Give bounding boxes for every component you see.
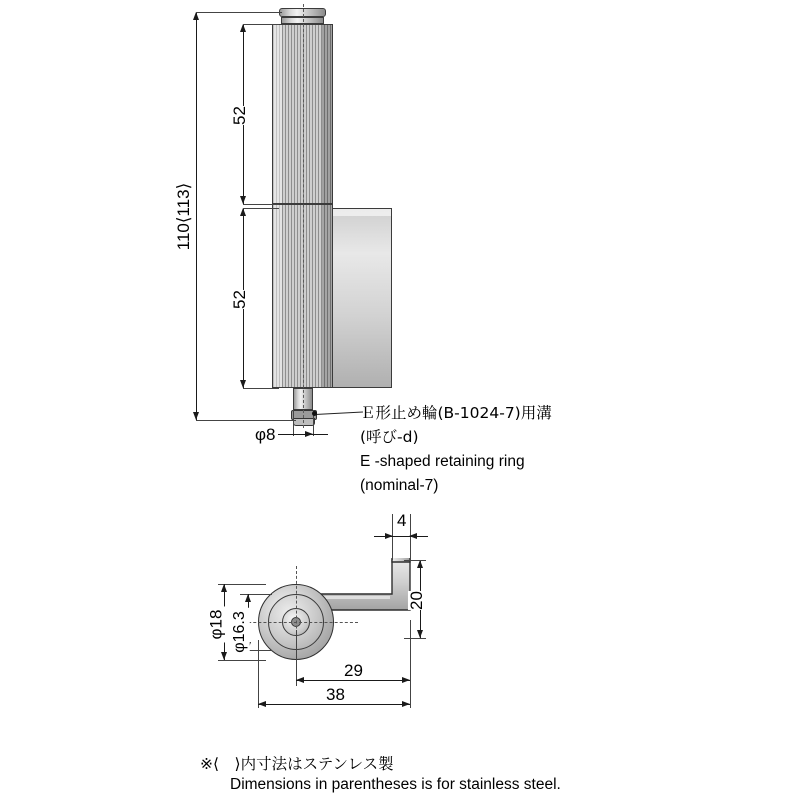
retaining-ring-callout-jp-line2: (呼び-d) <box>360 428 419 446</box>
lower-52-arrow-bottom <box>240 380 246 388</box>
thickness-arrow-left <box>409 533 417 539</box>
upper-52-top-extline <box>243 24 279 25</box>
phi18-arrow-top <box>221 584 227 592</box>
leg-height-arrow-bottom <box>417 630 423 638</box>
overall-height-label: 110⟨113⟩ <box>174 182 194 251</box>
dim38-extline-left <box>258 640 259 708</box>
dim38-arrow-left <box>258 701 266 707</box>
phi163-label: φ16.3 <box>230 608 250 656</box>
lower-52-top-extline <box>243 208 279 209</box>
weld-plate-top-edge <box>333 209 391 216</box>
dim29-arrow-left <box>296 677 304 683</box>
lower-barrel-highlight <box>273 205 282 387</box>
dim29-label: 29 <box>340 662 367 679</box>
leg-height-arrow-top <box>417 560 423 568</box>
plan-centerline-horizontal <box>238 622 358 623</box>
overall-bottom-extline <box>196 420 296 421</box>
overall-height-arrow-bottom <box>193 412 199 420</box>
upper-52-bottom-extline <box>243 204 279 205</box>
phi18-label: φ18 <box>205 607 226 643</box>
footer-note-japanese: ※⟨ ⟩内寸法はステンレス製 <box>200 755 394 773</box>
upper-52-label: 52 <box>229 106 249 125</box>
upper-52-arrow-top <box>240 24 246 32</box>
thickness-label: 4 <box>394 512 409 529</box>
leg-height-top-extline <box>404 560 426 561</box>
dim38-dimline <box>258 704 410 705</box>
upper-barrel-shadow <box>322 25 332 203</box>
dim29-dimline <box>296 680 410 681</box>
phi8-label: φ8 <box>252 426 278 443</box>
upper-barrel-highlight <box>273 25 282 203</box>
retaining-ring-callout-en-line2: (nominal-7) <box>360 477 439 494</box>
hinge-weld-plate <box>332 208 392 388</box>
lower-52-arrow-top <box>240 208 246 216</box>
lower-52-label: 52 <box>229 290 249 309</box>
overall-top-extline <box>196 12 282 13</box>
leg-height-bottom-extline <box>404 638 426 639</box>
overall-height-arrow-top <box>193 12 199 20</box>
leg-height-label: 20 <box>406 591 426 610</box>
footer-note-english: Dimensions in parentheses is for stainless steel. <box>230 776 561 793</box>
lower-barrel-shadow <box>322 205 332 387</box>
retaining-ring-leader-dot <box>312 411 317 416</box>
retaining-ring-callout-jp-line1: Ｅ形止め輪(B-1024-7)用溝 <box>360 404 552 422</box>
phi18-arrow-bottom <box>221 652 227 660</box>
retaining-ring-callout-en-line1: E -shaped retaining ring <box>360 453 525 470</box>
overall-height-dimline <box>196 12 197 420</box>
dim29-extline-right <box>410 620 411 686</box>
dim38-label: 38 <box>322 686 349 703</box>
phi163-arrow-top <box>245 594 251 602</box>
phi8-extline-left <box>293 410 294 436</box>
dim38-arrow-right <box>402 701 410 707</box>
phi8-arrow-right <box>305 431 313 437</box>
plan-view <box>0 500 800 730</box>
thickness-dimline <box>374 536 428 537</box>
thickness-arrow-right <box>385 533 393 539</box>
pin-centerline <box>303 4 304 428</box>
dim29-arrow-right <box>402 677 410 683</box>
pin-bottom-cap <box>293 418 315 426</box>
lower-52-bottom-extline <box>243 388 279 389</box>
retaining-ring-leader <box>315 411 363 415</box>
upper-52-arrow-bottom <box>240 196 246 204</box>
dim38-extline-right <box>410 686 411 708</box>
